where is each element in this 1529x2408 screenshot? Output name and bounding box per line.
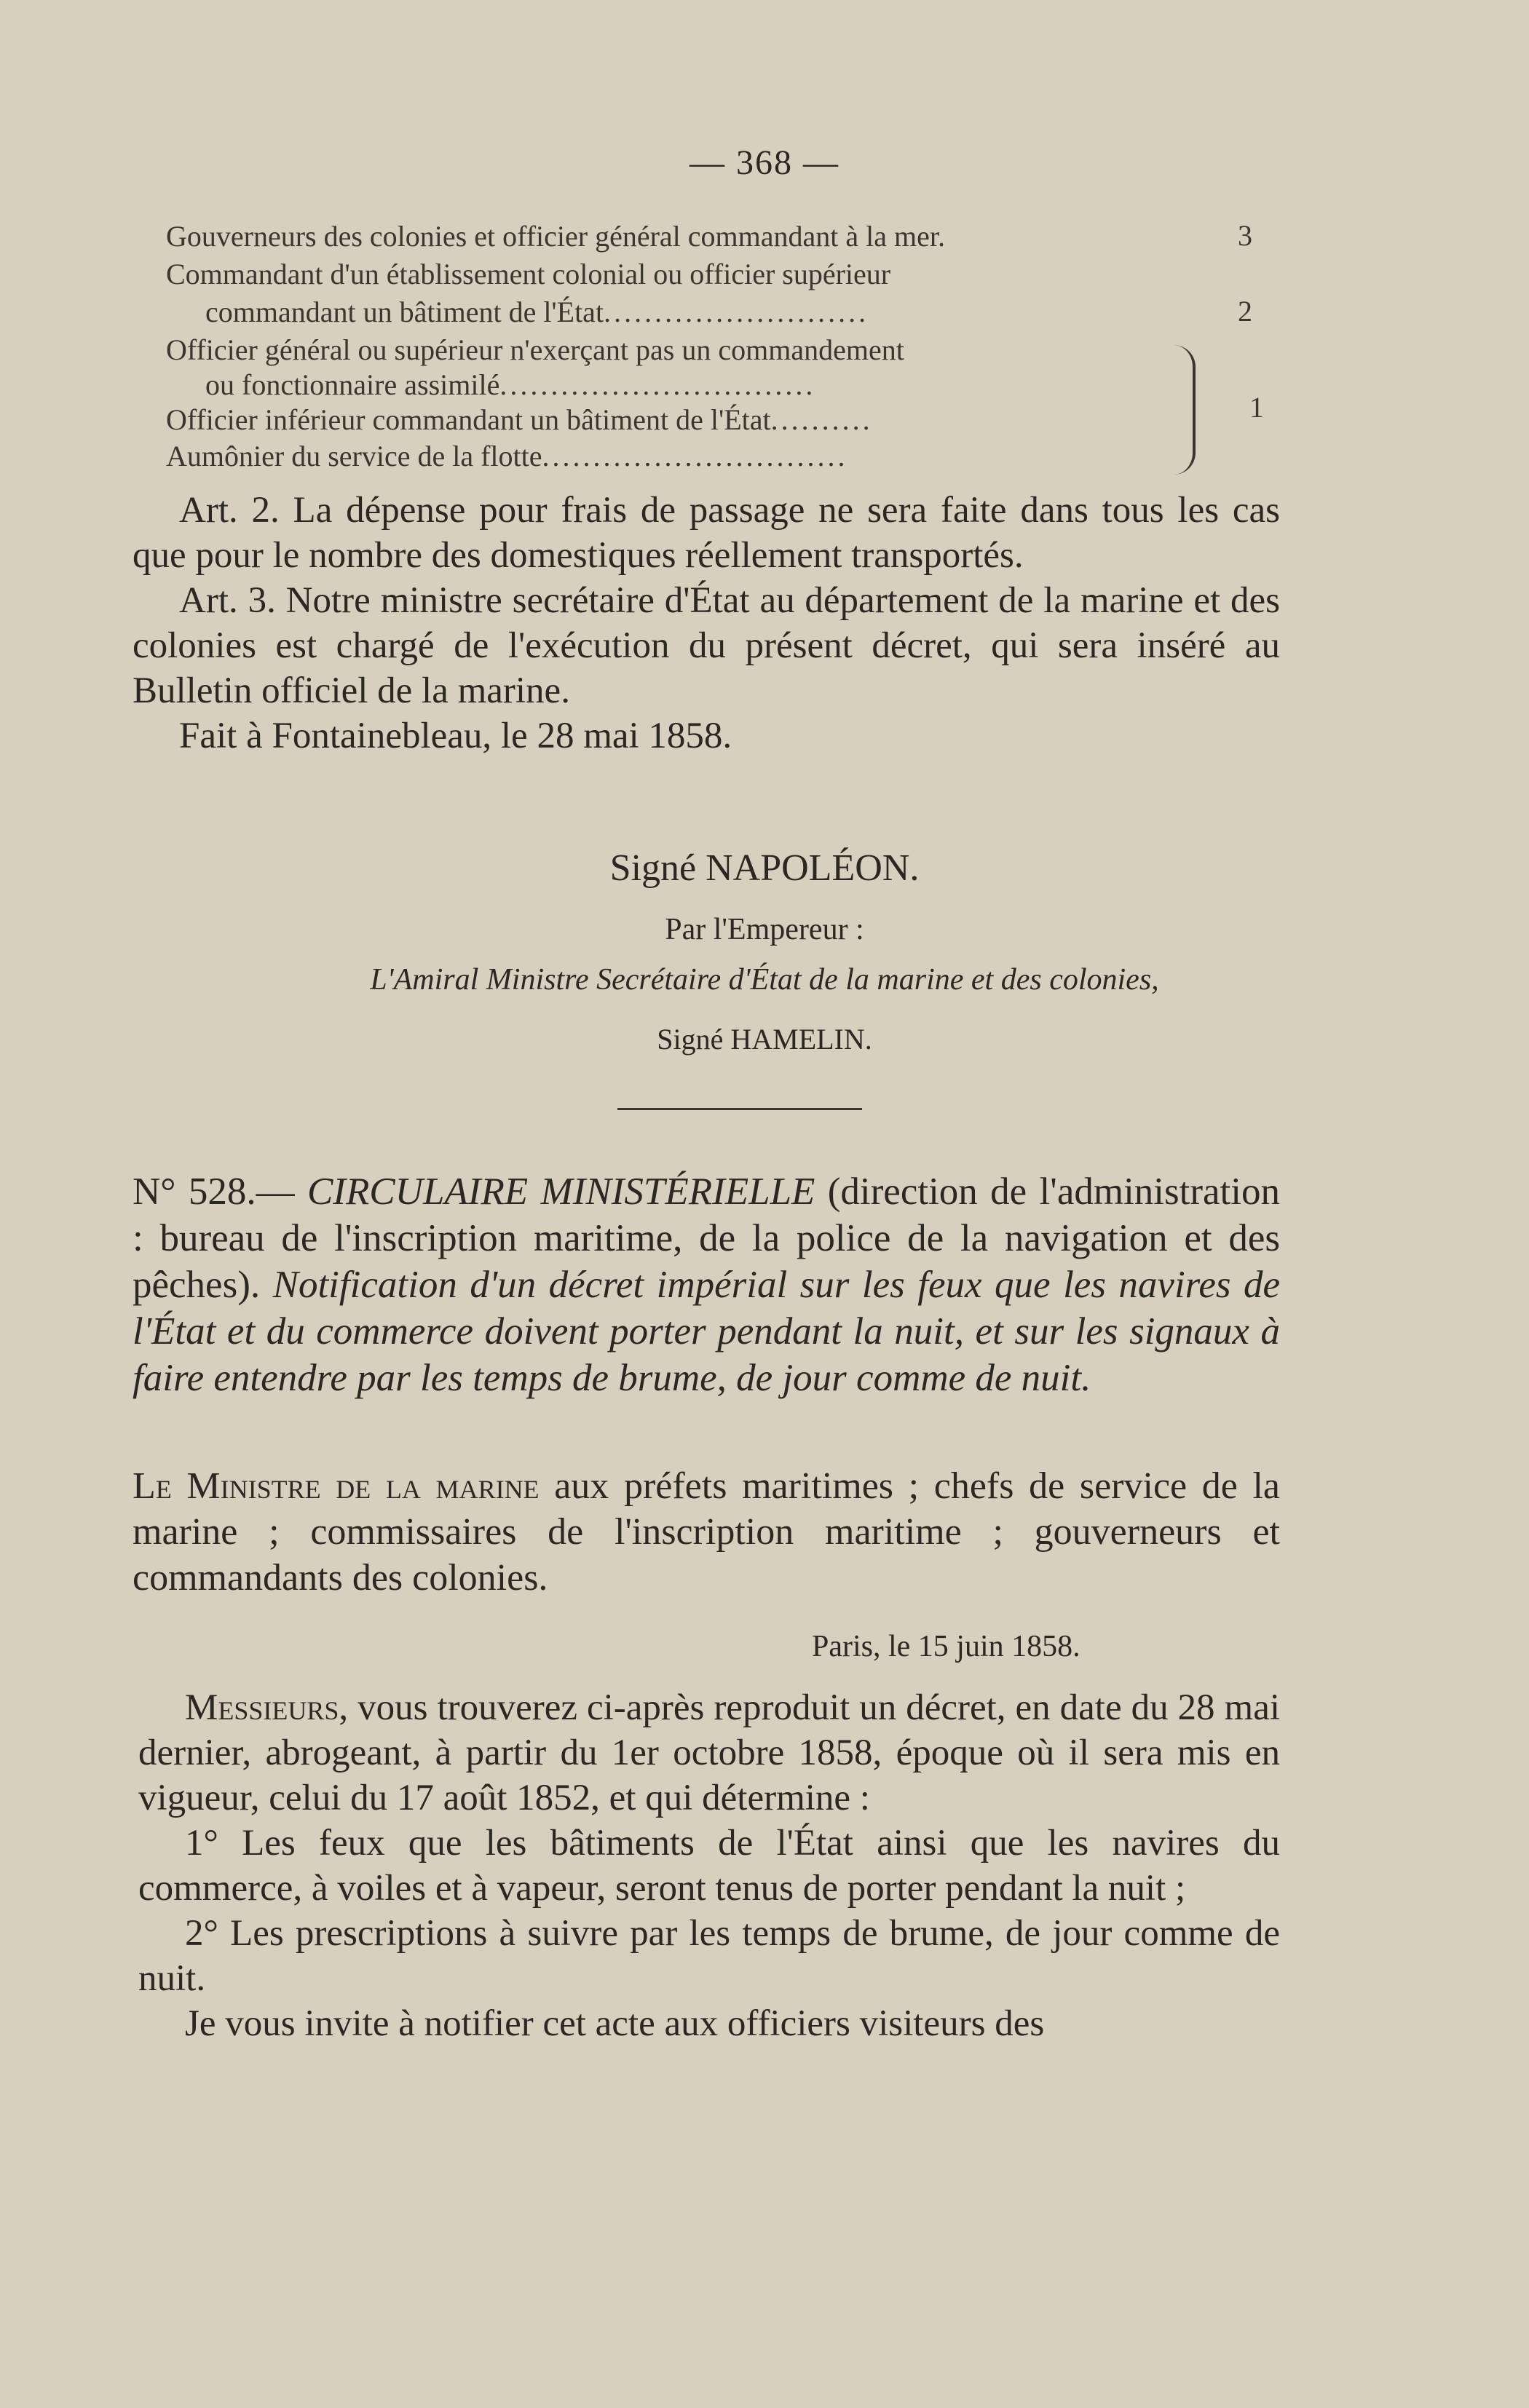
rate-label: Aumônier du service de la flotte xyxy=(166,440,542,472)
page-number: — 368 — xyxy=(690,143,839,182)
rate-value: 1 xyxy=(1249,391,1264,424)
rate-label: Gouverneurs des colonies et officier général commandant à la mer. xyxy=(166,220,945,253)
letter-paragraph-2: 1° Les feux que les bâtiments de l'État ainsi que les navires du commerce, à voiles et à vapeur, seront tenus de porter pendant la nuit ; xyxy=(138,1823,1280,1909)
rate-label: Commandant d'un établissement colonial ou officier supérieur xyxy=(166,258,891,290)
rate-label: Officier inférieur commandant un bâtiment de l'État xyxy=(166,403,771,436)
circular-number: N° 528.— xyxy=(133,1171,295,1213)
signature-napoleon: Signé NAPOLÉON. xyxy=(609,847,920,889)
letter-text: , vous trouverez ci-après reproduit un décret, en date du 28 mai dernier, abrogeant, à partir du 1er octobre 1858, époque où il sera mis en vigueur, celui du 17 août 1852, et qui détermine : xyxy=(138,1687,1280,1818)
rate-label: Officier général ou supérieur n'exerçant pas un commandement xyxy=(166,333,904,366)
rate-row-officier-inferieur xyxy=(166,402,873,438)
rate-row-governors xyxy=(166,218,945,255)
salutation: Messieurs xyxy=(185,1687,339,1728)
articles xyxy=(133,488,1280,759)
address-from: Le Ministre de la marine xyxy=(133,1465,540,1507)
rate-label: commandant un bâtiment de l'État xyxy=(205,296,604,328)
signature-hamelin: Signé HAMELIN. xyxy=(657,1023,872,1056)
leader-dots: .......... xyxy=(770,403,873,436)
minister-title: L'Amiral Ministre Secrétaire d'État de la marine et des colonies, xyxy=(370,963,1159,997)
circular-title: CIRCULAIRE MINISTÉRIELLE xyxy=(307,1171,815,1213)
address-to: aux préfets maritimes ; chefs de service de la marine ; commissaires de l'inscription maritime ; gouverneurs et commandants des colonies. xyxy=(133,1465,1281,1599)
rate-value: 2 xyxy=(1238,295,1252,328)
par-empereur: Par l'Empereur : xyxy=(665,913,864,946)
rate-row-officier-general-cont xyxy=(205,367,815,403)
article-3: Art. 3. Notre ministre secrétaire d'État au département de la marine et des colonies est chargé de l'exécution du présent décret, qui sera inséré au Bulletin officiel de la marine. xyxy=(133,580,1280,711)
article-2: Art. 2. La dépense pour frais de passage ne sera faite dans tous les cas que pour le nombre des domestiques réellement transportés. xyxy=(133,490,1280,576)
circular-heading xyxy=(133,1168,1280,1401)
letter-body xyxy=(138,1685,1280,2046)
letter-paragraph-1 xyxy=(138,1685,1280,1821)
leader-dots: .......................... xyxy=(604,296,869,328)
rate-row-officier-general xyxy=(166,332,904,368)
circular-direction: (direction de l'administration : bureau de l'inscription maritime, de la police de la navigation et des pêches). xyxy=(133,1171,1280,1306)
letter-date: Paris, le 15 juin 1858. xyxy=(812,1630,1080,1663)
rate-row-aumonier xyxy=(166,438,848,475)
letter-paragraph-4: Je vous invite à notifier cet acte aux officiers visiteurs des xyxy=(185,2003,1045,2044)
leader-dots: ............................... xyxy=(499,368,816,401)
section-divider xyxy=(617,1108,862,1110)
rate-label: ou fonctionnaire assimilé xyxy=(205,368,500,401)
rate-value: 3 xyxy=(1238,219,1252,252)
leader-dots: .............................. xyxy=(542,440,848,472)
done-at: Fait à Fontainebleau, le 28 mai 1858. xyxy=(179,716,732,756)
curly-brace xyxy=(1172,345,1196,475)
letter-paragraph-3: 2° Les prescriptions à suivre par les temps de brume, de jour comme de nuit. xyxy=(138,1913,1280,1999)
rate-row-commandant-cont xyxy=(205,294,869,330)
circular-notification: Notification d'un décret impérial sur les feux que les navires de l'État et du commerce doivent porter pendant la nuit, et sur les signaux à faire entendre par les temps de brume, de jour comme de nuit. xyxy=(133,1264,1281,1399)
address-block xyxy=(133,1463,1280,1601)
rate-row-commandant xyxy=(166,256,890,293)
